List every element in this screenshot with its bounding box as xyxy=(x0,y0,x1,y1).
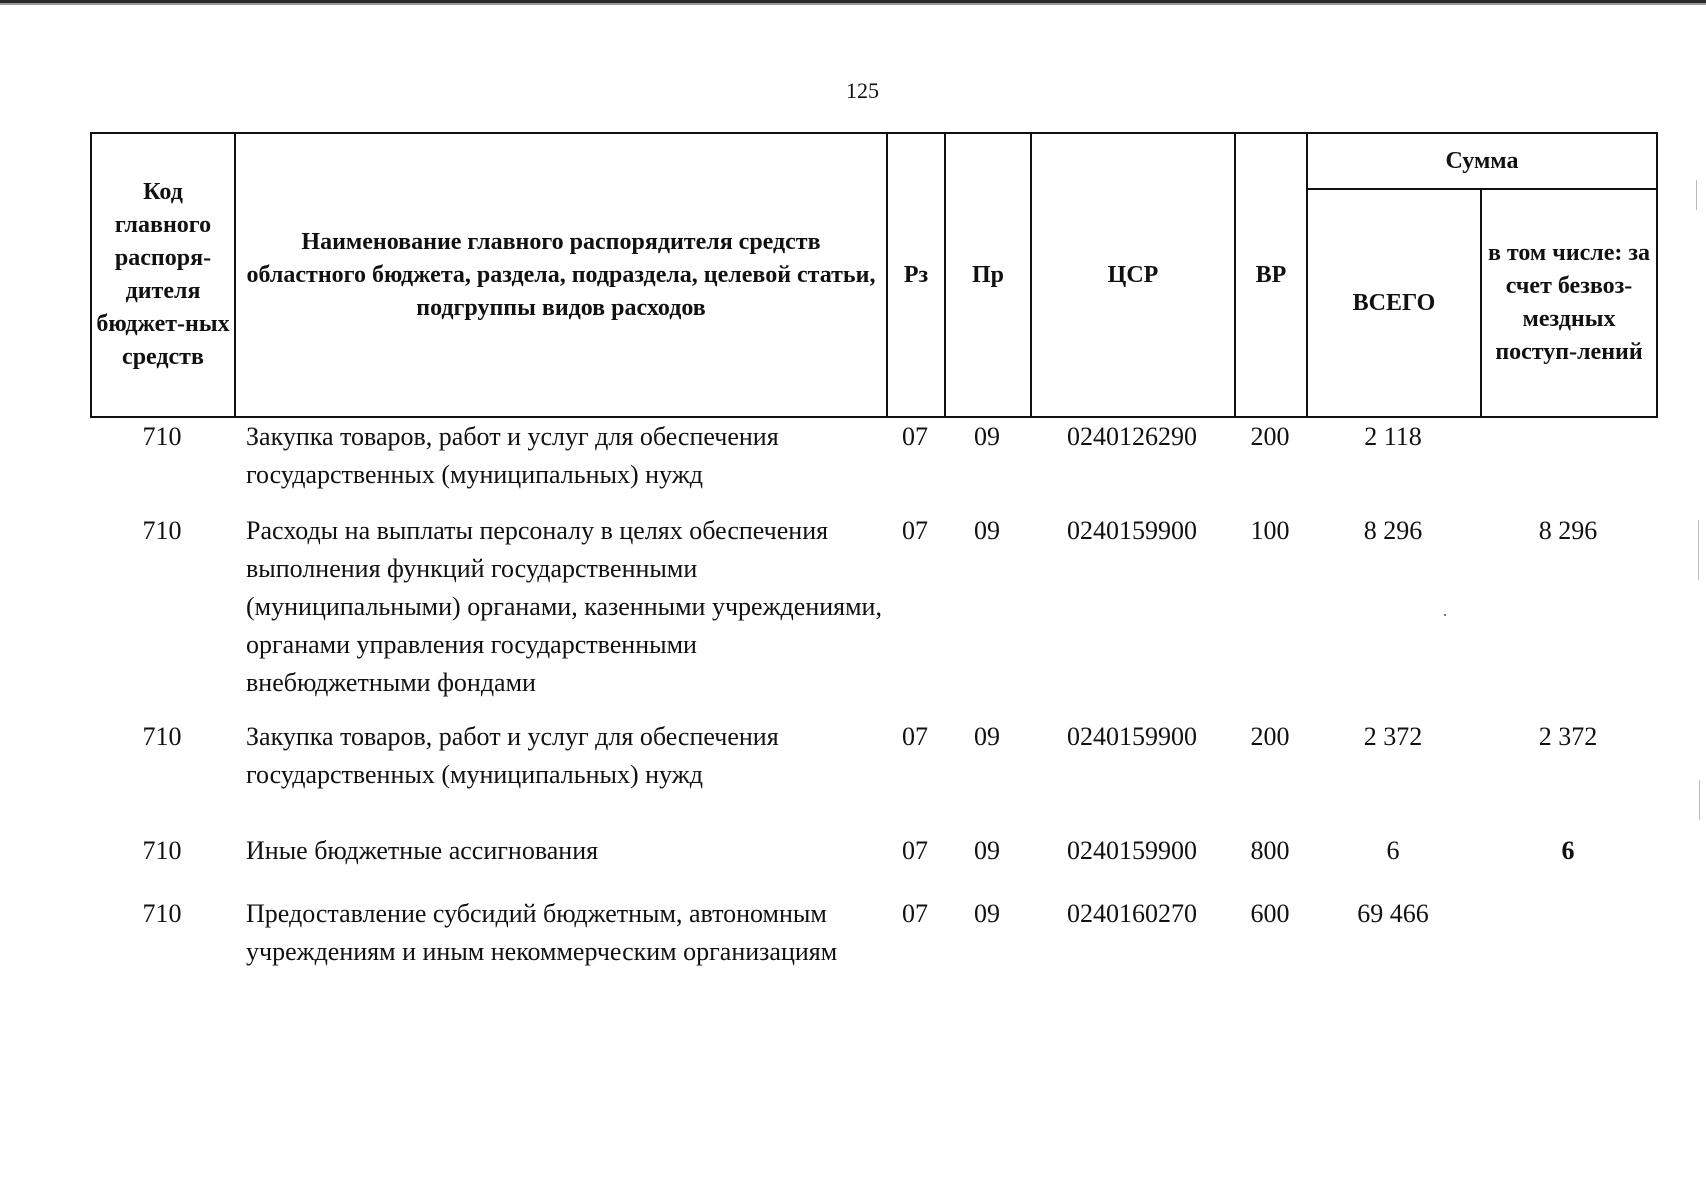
cell-csr: 0240159900 xyxy=(1067,516,1197,545)
cell-rz: 07 xyxy=(902,516,928,545)
cell-code: 710 xyxy=(142,422,182,451)
table-row xyxy=(90,895,1656,1011)
scan-speck xyxy=(1444,614,1446,616)
cell-name: Закупка товаров, работ и услуг для обеспечения государственных (муниципальных) нужд xyxy=(246,422,779,489)
header-csr: ЦСР xyxy=(1031,133,1235,417)
cell-total: 8 296 xyxy=(1363,516,1423,545)
cell-rz: 07 xyxy=(902,899,928,928)
cell-csr: 0240159900 xyxy=(1067,722,1197,751)
scan-speck xyxy=(1699,780,1700,820)
cell-vr: 200 xyxy=(1250,422,1290,451)
cell-incl: 2 372 xyxy=(1538,722,1598,751)
cell-incl: 6 xyxy=(1561,836,1575,865)
cell-vr: 800 xyxy=(1250,836,1290,865)
cell-code: 710 xyxy=(142,516,182,545)
cell-pr: 09 xyxy=(974,422,1000,451)
cell-csr: 0240159900 xyxy=(1067,836,1197,865)
scan-speck xyxy=(1698,520,1699,580)
cell-pr: 09 xyxy=(974,722,1000,751)
cell-name: Закупка товаров, работ и услуг для обеспечения государственных (муниципальных) нужд xyxy=(246,722,779,789)
header-pr: Пр xyxy=(945,133,1031,417)
table-row xyxy=(90,418,1656,496)
cell-incl: 8 296 xyxy=(1538,516,1598,545)
cell-name: Предоставление субсидий бюджетным, автономным учреждениям и иным некоммерческим организациям xyxy=(246,899,838,966)
cell-vr: 600 xyxy=(1250,899,1290,928)
cell-name: Расходы на выплаты персоналу в целях обеспечения выполнения функций государственными (муниципальными) органами, казенными учреждениями, органами управления государственными внебюджетными фондами xyxy=(246,516,882,697)
header-total: ВСЕГО xyxy=(1307,189,1481,417)
table-row xyxy=(90,832,1656,872)
cell-total: 69 466 xyxy=(1357,899,1429,928)
header-sum: Сумма xyxy=(1307,133,1657,189)
cell-vr: 100 xyxy=(1250,516,1290,545)
cell-code: 710 xyxy=(142,722,182,751)
cell-code: 710 xyxy=(142,899,182,928)
cell-pr: 09 xyxy=(974,516,1000,545)
cell-rz: 07 xyxy=(902,836,928,865)
header-rz: Рз xyxy=(887,133,945,417)
header-incl: в том числе: за счет безвоз-мездных поступ-лений xyxy=(1481,189,1657,417)
cell-pr: 09 xyxy=(974,899,1000,928)
cell-rz: 07 xyxy=(902,422,928,451)
cell-total: 2 118 xyxy=(1364,422,1422,451)
table-header xyxy=(90,132,1658,418)
cell-rz: 07 xyxy=(902,722,928,751)
header-name: Наименование главного распорядителя средств областного бюджета, раздела, подраздела, целевой статьи, подгруппы видов расходов xyxy=(235,133,887,417)
table-row xyxy=(90,512,1656,702)
cell-csr: 0240160270 xyxy=(1067,899,1197,928)
cell-vr: 200 xyxy=(1250,722,1290,751)
cell-code: 710 xyxy=(142,836,182,865)
cell-pr: 09 xyxy=(974,836,1000,865)
page-number: 125 xyxy=(846,78,879,103)
cell-total: 2 372 xyxy=(1363,722,1423,751)
scan-top-edge-shadow xyxy=(0,3,1706,5)
scan-speck xyxy=(1696,180,1697,210)
cell-total: 6 xyxy=(1386,836,1400,865)
cell-csr: 0240126290 xyxy=(1067,422,1197,451)
cell-name: Иные бюджетные ассигнования xyxy=(246,836,599,865)
header-code: Код главного распоря-дителя бюджет-ных средств xyxy=(91,133,235,417)
header-vr: ВР xyxy=(1235,133,1307,417)
table-row xyxy=(90,718,1656,796)
